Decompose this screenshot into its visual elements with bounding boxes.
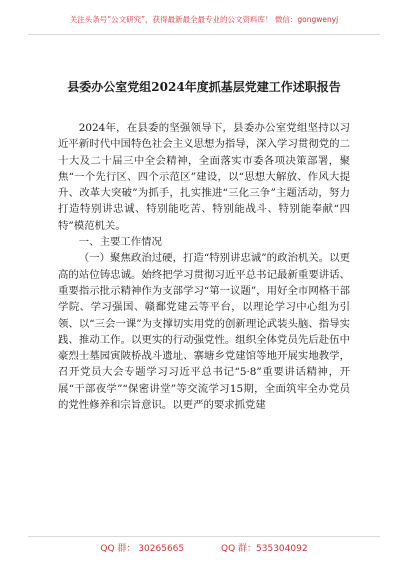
body-paragraph: （一）聚焦政治过硬，打造“特别讲忠诚”的政治机关。以更高的站位铸忠诚。始终把学习贯彻习近平总书记最新重要讲话、重要指示批示精神作为支部学习“第一议题”，用好全市网格干部学院、学习强国、赣鄱党建云等平台，以理论学习中心组为引领、以“三会一课”为支撑切实用党的创新理论武装头脑、指导实践、推动工作。以更实的行动强党性。组织全体党员先后赴伍中豪烈士墓园寅陂桥战斗遗址、寨塘乡党建馆等地开展实地教学，召开党员大会专题学习习近平总书记“5·8”重要讲话精神，开展“干部夜学”“保密讲堂”等交流学习15期，全面筑牢全办党员的党性修养和宗旨意识。以更严的要求抓党建 [58,252,350,412]
footer-contact [0,541,408,554]
footer-divider [28,536,380,537]
header-banner: 关注头条号“公文研究”，获得最新最全最专业的公文资料库！ 微信：gongwenyj [69,15,339,24]
document-title: 县委办公室党组2024年度抓基层党建工作述职报告 [67,80,341,94]
header-divider [28,34,380,35]
section-heading: 一、主要工作情况 [78,236,162,249]
document-body [58,120,350,413]
footer-qq-group-1: QQ 群： 30265665 [100,544,185,554]
footer-qq-group-2: QQ 群：535304092 [221,544,308,554]
body-paragraph: 2024年，在县委的坚强领导下，县委办公室党组坚持以习近平新时代中国特色社会主义思想为指导，深入学习贯彻党的二十大及二十届三中全会精神，全面落实市委各项决策部署，聚焦“一个先行区、四个示范区”建设，以“思想大解放、作风大提升、改革大突破”为抓手，扎实推进“三化三争”主题活动，努力打造特别讲忠诚、特别能吃苦、特别能战斗、特别能奉献“四特”模范机关。 [58,122,350,232]
